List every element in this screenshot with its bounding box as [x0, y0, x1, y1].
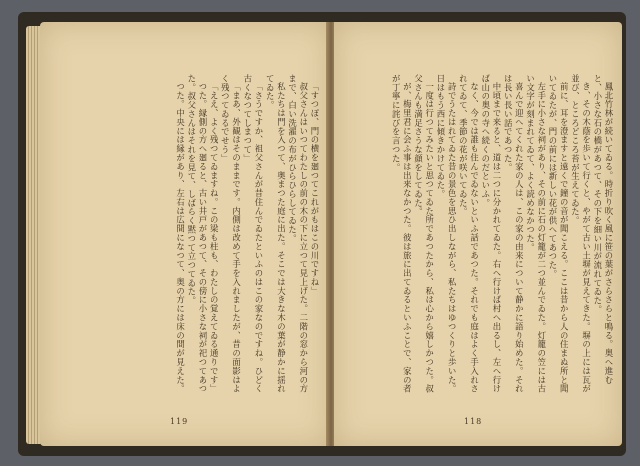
paragraph: つた。縁側の方へ廻ると、古い井戸があつて、その傍に小さな祠が祀つてあつた。叔父さんはそれを見て、しばらく黙つて立つてゐた。 — [186, 74, 208, 394]
paragraph: 「まあ、外観はそのままです。内側は改めて手を入れましたが、昔の面影はよく残つてゐるでせう」 — [220, 74, 242, 394]
paragraph: 「さうですか、祖父さんが昔住んでゐたといふのはこの家なのですね。ひどく古くなつてしまつて」 — [242, 74, 264, 394]
right-page — [334, 22, 622, 446]
paragraph: 喜んで迎へてくれた家の人は、この家の由来について静かに語り始めた。それは長い長い話であつた。 — [503, 74, 525, 394]
paragraph: 鳳北竹林が続いてゐる。時折り吹く風に笹の葉がさらさらと鳴る。奥へ進むと、小さな石の橋があつて、その下を細い川が流れてゐた。 — [592, 74, 614, 385]
paragraph: 私たちは門を入つて、奥まつた庭に出た。そこでは大きな木の葉が静かに揺れてゐた。 — [265, 74, 287, 394]
paragraph: 中頃まで来ると、道は二つに分かれてゐた。右へ行けば村へ出るし、左へ行けば山の奥の寺へ続くのだといふ。 — [480, 74, 502, 394]
paragraph: 「すつぽ、門の横を廻つてこれがもはこの川ですね」 — [310, 82, 320, 296]
page-number: 119 — [170, 417, 189, 426]
paragraph: き、その木蔭を歩いて行くと、やがて古い土塀が見えてきた。塀の上には瓦が並び、ところどころ苔が生えてゐた。 — [570, 74, 592, 394]
book-spread — [18, 12, 626, 456]
paragraph: 左手に小さな祠があり、その前に石の灯籠が二つ並んでゐた。灯籠の笠には古い文字が刻まれてゐて、よく読めなかつた。 — [525, 74, 547, 394]
page-number: 118 — [464, 417, 483, 426]
paragraph: 詩でうたはれてゐた昔の景色を思ひ出しながら、私たちはゆつくりと歩いた。日はもう西に傾きかけてゐた。 — [435, 74, 458, 394]
paragraph: 一度は行つてみたいと思つてゐた所であつたから、私は心から嬉しかつた。叔父さんも満足さうな顔をしてゐた。 — [413, 74, 435, 394]
right-page-text — [344, 74, 614, 394]
paragraph: つた。中央には縁があり、左右は広間になつて、奥の方には床の間が見えた。 — [175, 82, 186, 394]
paragraph: 叔父さんはいつてわたしの前の木の下に立つて見上げた。二階の窓から河の方まで、白い洗濯の布がひらひらしてゐた。 — [287, 74, 309, 394]
left-page-text — [58, 74, 320, 394]
paragraph: 「ええ、よく残つてゐますね。この梁も柱も、わたしの覚えてゐる通りです」 — [209, 82, 220, 394]
paragraph: 前に、耳を澄ますと遠くで鐘の音が聞こえる。ここは昔から人の住まぬ所と聞いてゐたが、門の前には新しい花が供へてあつた。 — [547, 74, 570, 394]
paragraph: が、梅里君に会ふ事は出来なかつた。彼は旅に出てゐるといふことで、家の者が丁寧に詫びを言つた。 — [391, 74, 413, 394]
left-page — [40, 22, 330, 446]
paragraph: なく、今では誰も住んでゐないといふ話であつた。それでも庭はよく手入れされてゐて、季節の花が咲いてゐた。 — [458, 74, 480, 394]
